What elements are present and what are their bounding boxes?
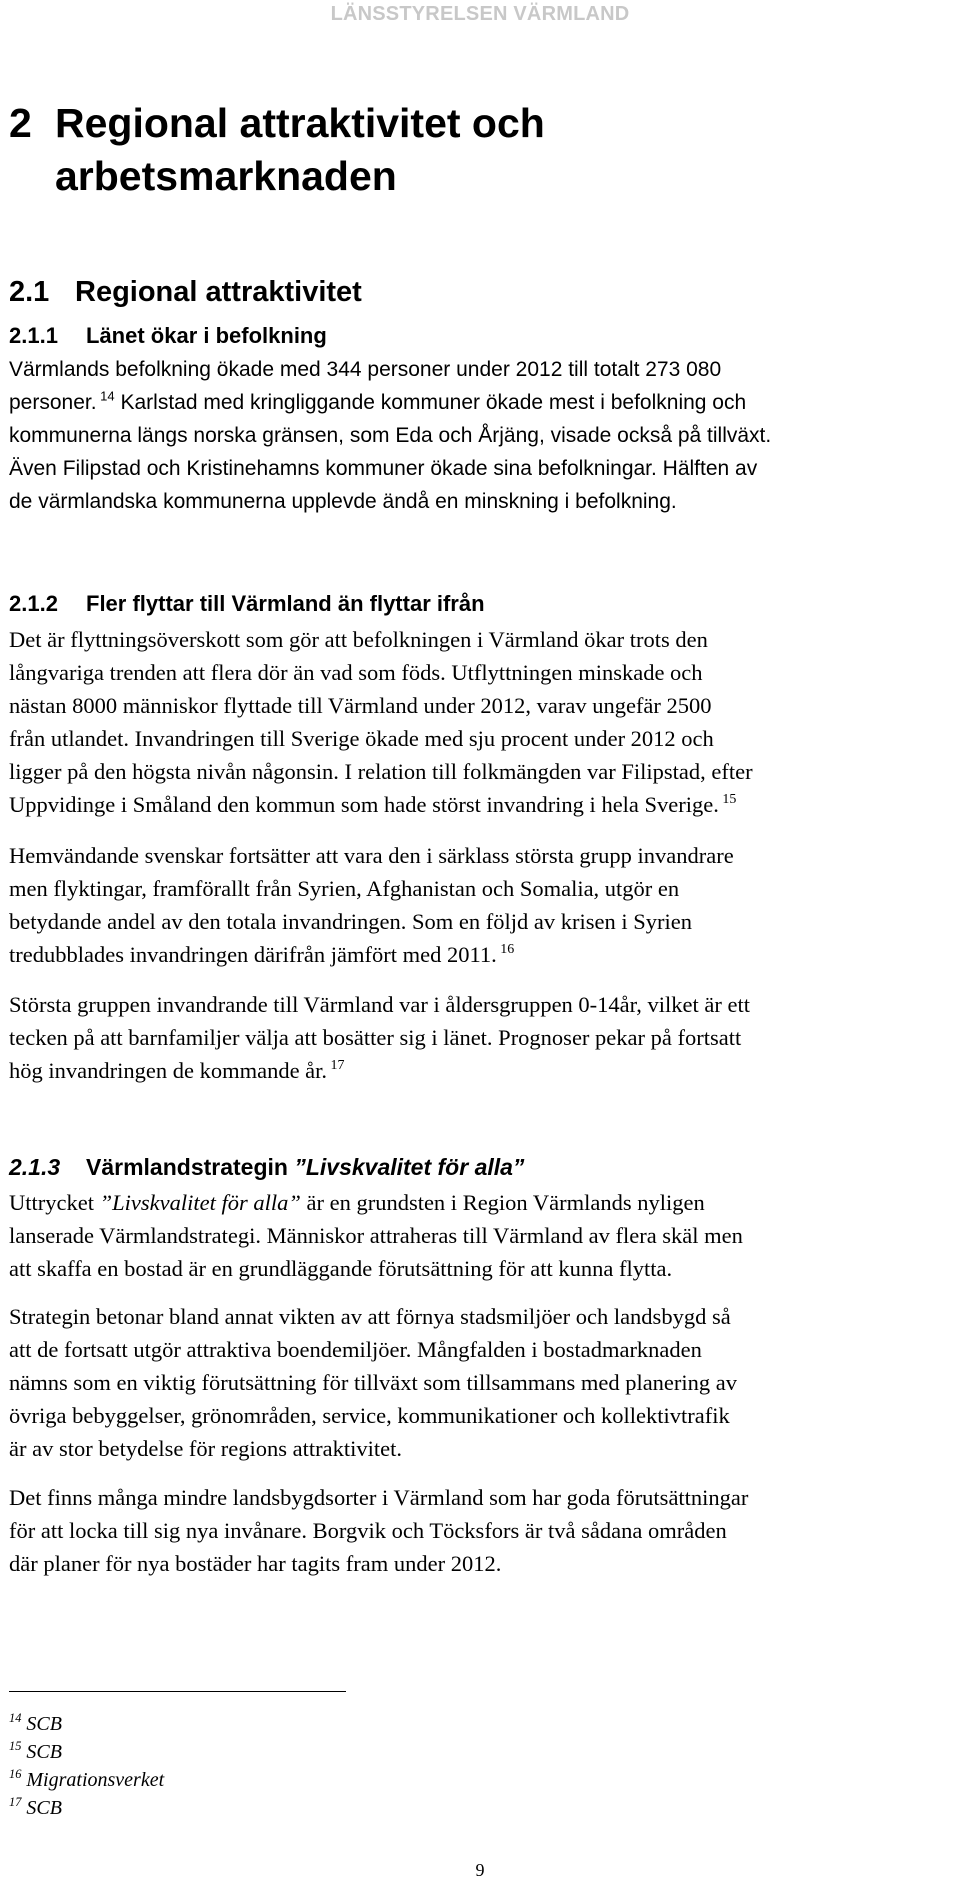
running-header: LÄNSSTYRELSEN VÄRMLAND [330, 3, 630, 25]
subsection-number: 2.1.1 [9, 323, 58, 348]
subsection-title: Länet ökar i befolkning [86, 323, 327, 348]
text-line [9, 386, 944, 419]
subsection-title: Fler flyttar till Värmland än flyttar ifrån [86, 591, 485, 616]
text-line: men flyktingar, framförallt från Syrien, Afghanistan och Somalia, utgör en [9, 876, 680, 901]
text-line: att skaffa en bostad är en grundläggande förutsättning för att kunna flytta. [9, 1256, 673, 1281]
paragraph [9, 1481, 944, 1580]
subsection-number: 2.1.2 [9, 591, 58, 616]
subsection-title: Värmlandstrategin [86, 1154, 295, 1180]
footnote [9, 1794, 164, 1822]
footnote-separator [9, 1691, 346, 1692]
text-segment: Karlstad med kringliggande kommuner ökade mest i befolkning och [114, 391, 747, 414]
text-line: Hemvändande svenskar fortsätter att vara den i särklass största grupp invandrare [9, 843, 734, 868]
text-segment: personer. [9, 391, 97, 414]
footnote-reference: 17 [327, 1057, 345, 1073]
paragraph [9, 839, 944, 971]
subsection-title-quote: ”Livskvalitet för alla” [294, 1154, 525, 1180]
text-line: från utlandet. Invandringen till Sverige ökade med sju procent under 2012 och [9, 726, 714, 751]
text-line: är av stor betydelse för regions attraktivitet. [9, 1436, 402, 1461]
text-line: Strategin betonar bland annat vikten av att förnya stadsmiljöer och landsbygd så [9, 1304, 731, 1329]
footnote-number: 17 [9, 1794, 22, 1809]
page-number: 9 [475, 1860, 485, 1880]
chapter-heading [9, 97, 909, 203]
text-line [9, 1186, 944, 1219]
text-line: för att locka till sig nya invånare. Borgvik och Töcksfors är två sådana områden [9, 1518, 727, 1543]
footnote [9, 1738, 164, 1766]
footnote-reference: 14 [96, 388, 115, 404]
text-line: övriga bebyggelser, grönområden, service, kommunikationer och kollektivtrafik [9, 1403, 730, 1428]
subsection-heading-1 [9, 323, 327, 349]
subsection-number: 2.1.3 [9, 1154, 61, 1180]
paragraph [9, 623, 944, 821]
footnote [9, 1710, 164, 1738]
footnote-text: Migrationsverket [21, 1769, 165, 1791]
chapter-number: 2 [9, 100, 32, 146]
text-line: Det finns många mindre landsbygdsorter i Värmland som har goda förutsättningar [9, 1485, 749, 1510]
text-segment: Uttrycket [9, 1190, 100, 1215]
footnotes [9, 1710, 164, 1822]
text-line: långvariga trenden att flera dör än vad som föds. Utflyttningen minskade och [9, 660, 703, 685]
text-line: nästan 8000 människor flyttade till Värmland under 2012, varav ungefär 2500 [9, 693, 712, 718]
footnote [9, 1766, 164, 1794]
text-line: tecken på att barnfamiljer välja att bosätter sig i länet. Prognoser pekar på fortsatt [9, 1025, 742, 1050]
paragraph [9, 1300, 944, 1465]
subsection-heading-2 [9, 591, 485, 617]
text-line [9, 938, 944, 971]
footnote-number: 16 [9, 1766, 22, 1781]
text-line: där planer för nya bostäder har tagits fram under 2012. [9, 1551, 502, 1576]
text-line: lanserade Värmlandstrategi. Människor attraheras till Värmland av flera skäl men [9, 1223, 743, 1248]
text-segment: hög invandringen de kommande år. [9, 1058, 328, 1083]
footnote-reference: 15 [718, 791, 737, 807]
section-heading [9, 276, 362, 309]
subsection-heading-3 [9, 1154, 524, 1181]
text-segment: Uppvidinge i Småland den kommun som hade störst invandring i hela Sverige. [9, 792, 719, 817]
text-line: att de fortsatt utgör attraktiva boendemiljöer. Mångfalden i bostadmarknaden [9, 1337, 702, 1362]
section-title: Regional attraktivitet [75, 276, 362, 308]
text-line: Det är flyttningsöverskott som gör att befolkningen i Värmland ökar trots den [9, 627, 708, 652]
footnote-text: SCB [21, 1741, 62, 1763]
chapter-title-line2: arbetsmarknaden [55, 153, 397, 199]
text-line: de värmlandska kommunerna upplevde ändå en minskning i befolkning. [9, 490, 677, 513]
paragraph [9, 1186, 944, 1285]
text-line: betydande andel av den totala invandringen. Som en följd av krisen i Syrien [9, 909, 692, 934]
text-line [9, 1054, 944, 1087]
footnote-reference: 16 [496, 941, 515, 957]
text-line: ligger på den högsta nivån någonsin. I relation till folkmängden var Filipstad, efter [9, 759, 753, 784]
italic-text: ”Livskvalitet för alla” [99, 1190, 301, 1215]
text-line: nämns som en viktig förutsättning för tillväxt som tillsammans med planering av [9, 1370, 738, 1395]
text-line [9, 788, 944, 821]
text-line: Värmlands befolkning ökade med 344 personer under 2012 till totalt 273 080 [9, 358, 722, 381]
text-line: Största gruppen invandrande till Värmland var i åldersgruppen 0-14år, vilket är ett [9, 992, 750, 1017]
paragraph [9, 353, 944, 518]
footnote-number: 14 [9, 1710, 22, 1725]
text-line: Även Filipstad och Kristinehamns kommuner ökade sina befolkningar. Hälften av [9, 457, 758, 480]
chapter-title-line1: Regional attraktivitet och [55, 100, 545, 146]
footnote-number: 15 [9, 1738, 22, 1753]
section-number: 2.1 [9, 276, 50, 308]
text-segment: är en grundsten i Region Värmlands nyligen [300, 1190, 705, 1215]
text-line: kommunerna längs norska gränsen, som Eda och Årjäng, visade också på tillväxt. [9, 424, 772, 447]
footnote-text: SCB [21, 1797, 62, 1819]
text-segment: tredubblades invandringen därifrån jämfört med 2011. [9, 942, 497, 967]
footnote-text: SCB [21, 1713, 62, 1735]
paragraph [9, 988, 944, 1087]
